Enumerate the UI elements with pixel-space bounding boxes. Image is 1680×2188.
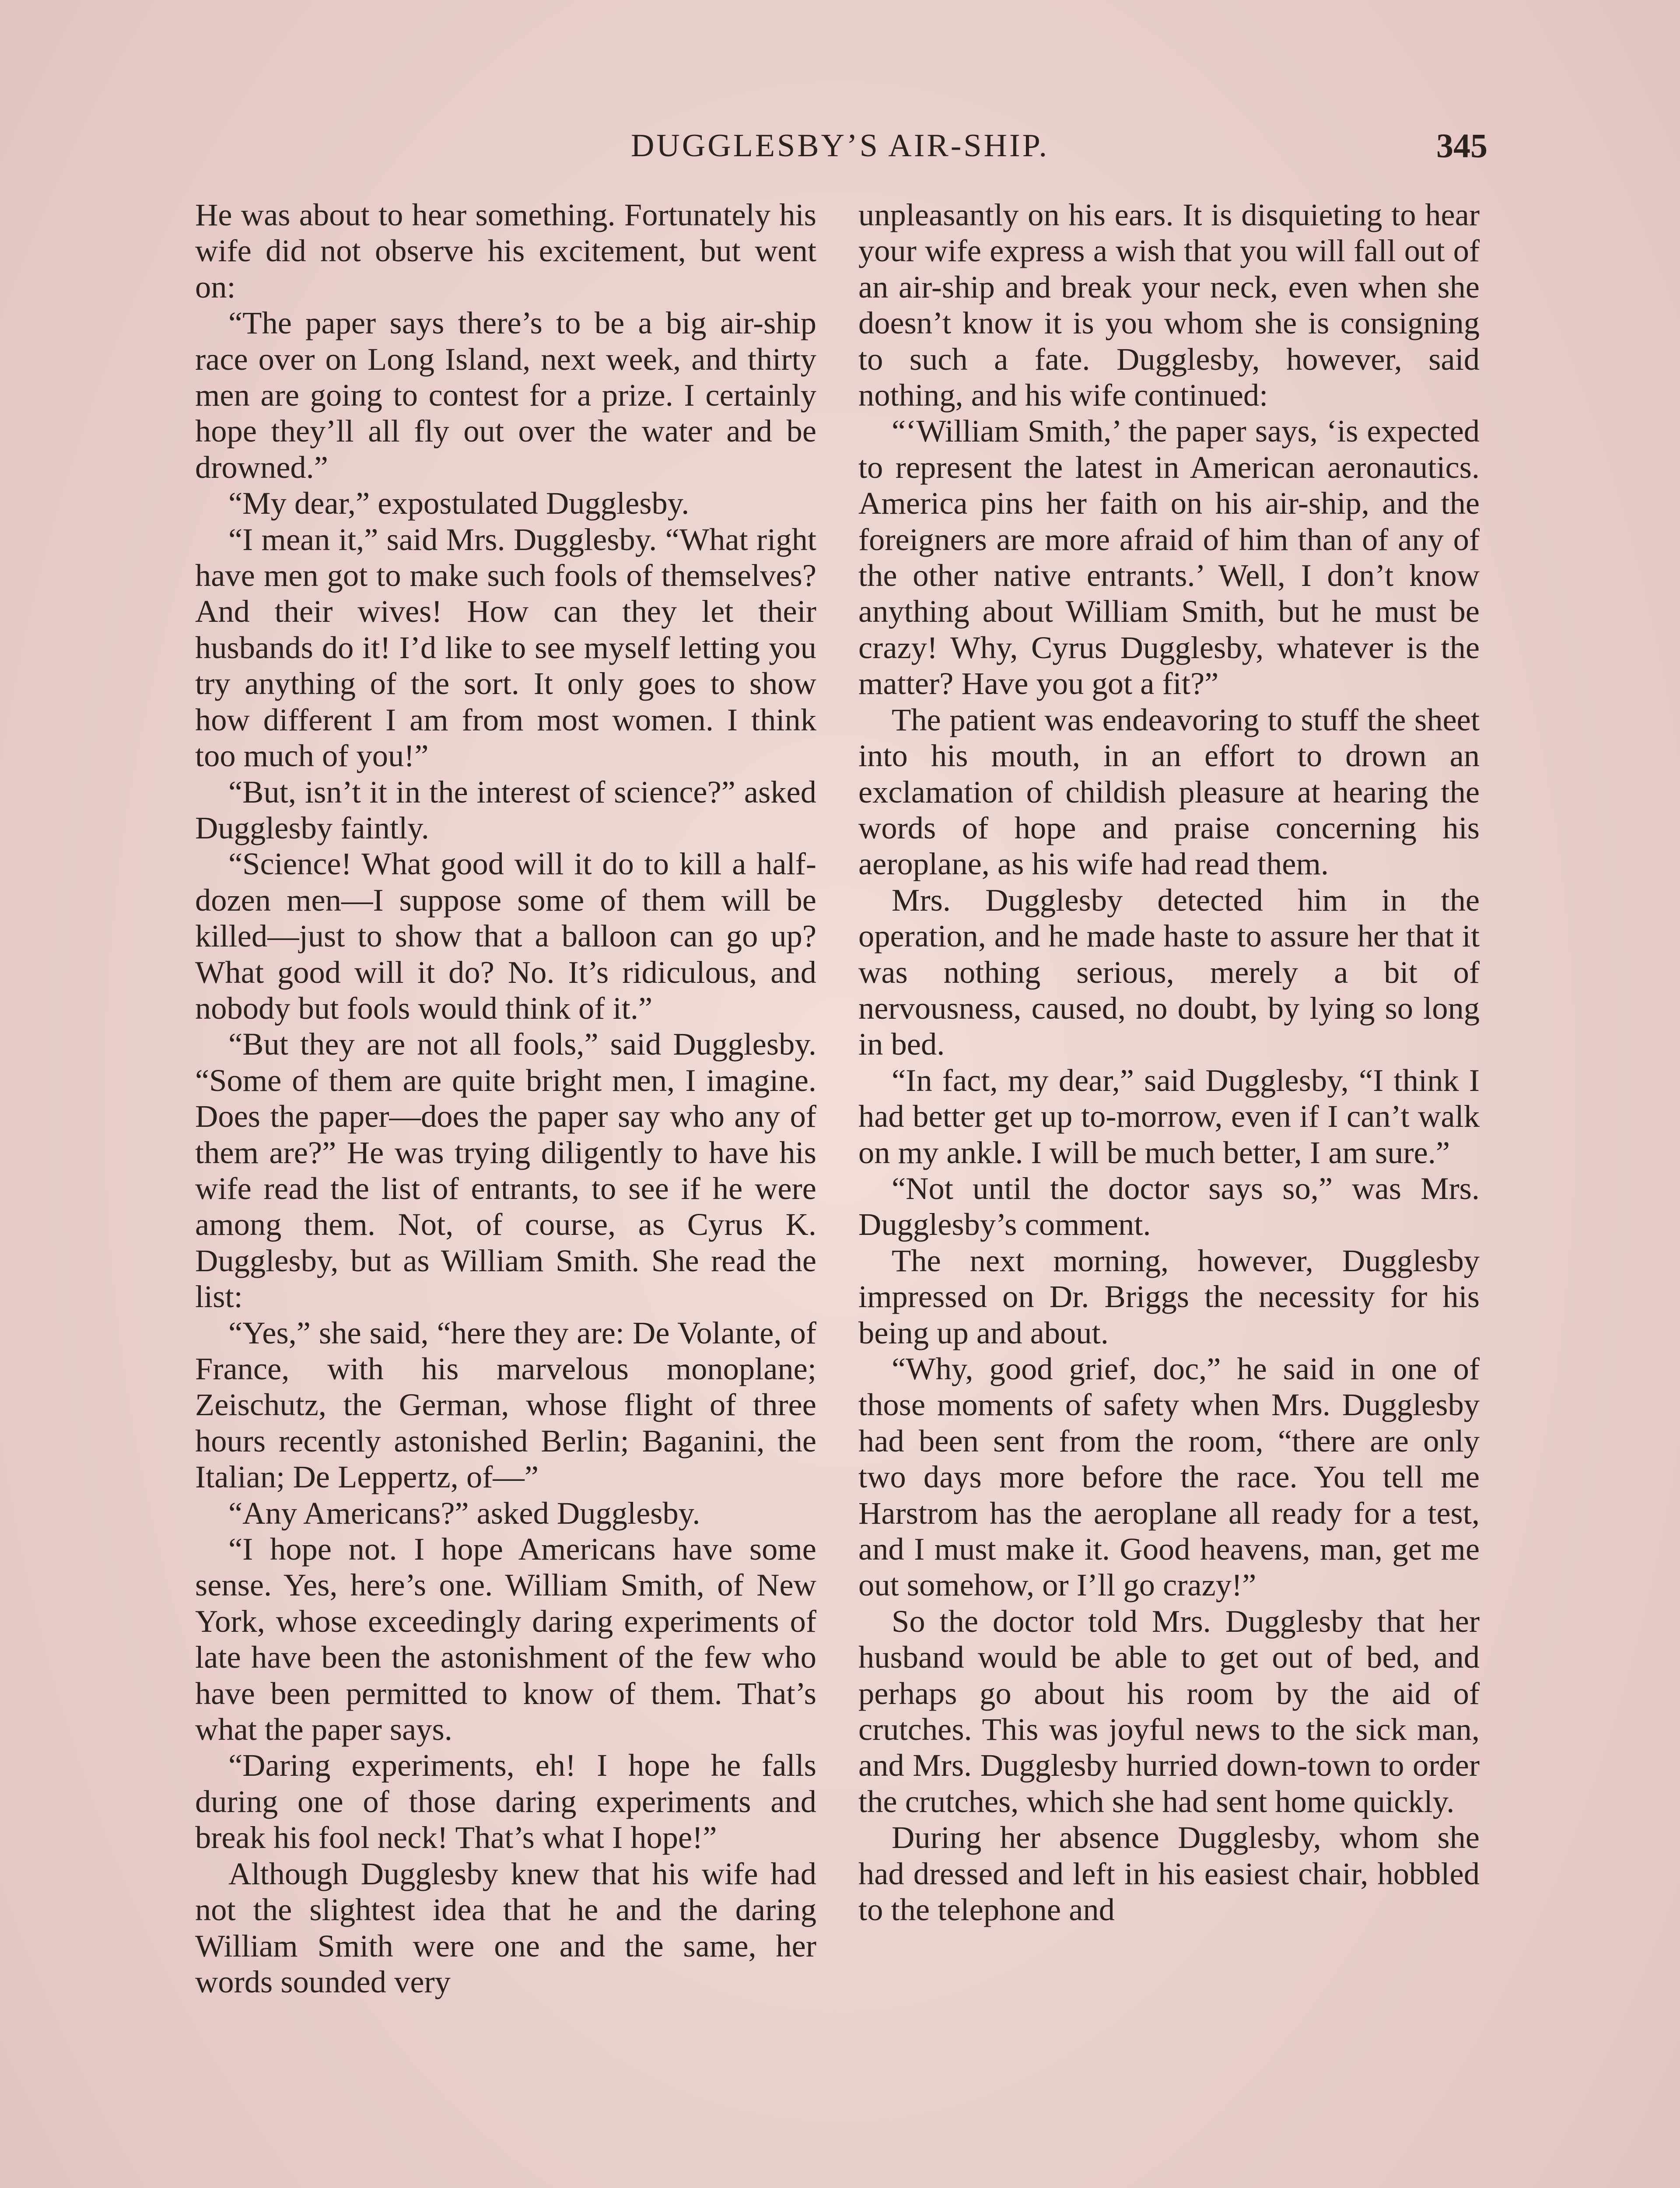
paragraph: unpleasantly on his ears. It is disquieting to hear your wife express a wish that you will fall out of an air-ship and break your neck, even when she doesn’t know it is you whom she is consigning to such a fate. Dugglesby, however, said nothing, and his wife continued: xyxy=(858,197,1480,413)
paragraph: Mrs. Dugglesby detected him in the operation, and he made haste to assure her that it was nothing serious, merely a bit of nervousness, caused, no doubt, by lying so long in bed. xyxy=(858,882,1480,1062)
paragraph: Although Dugglesby knew that his wife had not the slightest idea that he and the daring William Smith were one and the same, her words sounded very xyxy=(195,1855,816,1999)
paragraph: “But they are not all fools,” said Dugglesby. “Some of them are quite bright men, I imagine. Does the paper—does the paper say who any of them are?” He was trying diligently to have his wife read the list of entrants, to see if he were among them. Not, of course, as Cyrus K. Dugglesby, but as William Smith. She read the list: xyxy=(195,1026,816,1315)
paragraph: The next morning, however, Dugglesby impressed on Dr. Briggs the necessity for his being up and about. xyxy=(858,1242,1480,1350)
paragraph: “Yes,” she said, “here they are: De Volante, of France, with his marvelous monoplane; Zeischutz, the German, whose flight of three hours recently astonished Berlin; Baganini, the Italian; De Leppertz, of—” xyxy=(195,1315,816,1495)
paragraph: “Not until the doctor says so,” was Mrs. Dugglesby’s comment. xyxy=(858,1170,1480,1242)
paragraph: “But, isn’t it in the interest of science?” asked Dugglesby faintly. xyxy=(195,774,816,845)
paragraph: “Science! What good will it do to kill a half-dozen men—I suppose some of them will be killed—just to show that a balloon can go up? What good will it do? No. It’s ridiculous, and nobody but fools would think of it.” xyxy=(195,846,816,1026)
paragraph: “My dear,” expostulated Dugglesby. xyxy=(228,485,690,521)
left-column xyxy=(195,197,816,2188)
paragraph: “I hope not. I hope Americans have some sense. Yes, here’s one. William Smith, of New York, whose exceedingly daring experiments of late have been the astonishment of the few who have been permitted to know of them. That’s what the paper says. xyxy=(195,1531,816,1747)
page-number: 345 xyxy=(1436,126,1488,165)
paragraph: “The paper says there’s to be a big air-ship race over on Long Island, next week, and thirty men are going to contest for a prize. I certainly hope they’ll all fly out over the water and be drowned.” xyxy=(195,305,816,485)
paragraph: The patient was endeavoring to stuff the sheet into his mouth, in an effort to drown an exclamation of childish pleasure at hearing the words of hope and praise concerning his aeroplane, as his wife had read them. xyxy=(858,701,1480,882)
running-head: DUGGLESBY’S AIR-SHIP. xyxy=(630,128,1050,164)
paragraph: “In fact, my dear,” said Dugglesby, “I think I had better get up to-morrow, even if I can’t walk on my ankle. I will be much better, I am sure.” xyxy=(858,1062,1480,1170)
right-column xyxy=(858,197,1480,2188)
paragraph: “I mean it,” said Mrs. Dugglesby. “What right have men got to make such fools of themselves? And their wives! How can they let their husbands do it! I’d like to see myself letting you try anything of the sort. It only goes to show how different I am from most women. I think too much of you!” xyxy=(195,521,816,774)
page-header xyxy=(192,122,1488,170)
paragraph: He was about to hear something. Fortunately his wife did not observe his excitement, but went on: xyxy=(195,197,816,305)
paragraph: “Any Americans?” asked Dugglesby. xyxy=(228,1495,700,1531)
paragraph: “Daring experiments, eh! I hope he falls during one of those daring experiments and break his fool neck! That’s what I hope!” xyxy=(195,1747,816,1855)
paragraph: “‘William Smith,’ the paper says, ‘is expected to represent the latest in American aeronautics. America pins her faith on his air-ship, and the foreigners are more afraid of him than of any of the other native entrants.’ Well, I don’t know anything about William Smith, but he must be crazy! Why, Cyrus Dugglesby, whatever is the matter? Have you got a fit?” xyxy=(858,413,1480,701)
paragraph: So the doctor told Mrs. Dugglesby that her husband would be able to get out of bed, and perhaps go about his room by the aid of crutches. This was joyful news to the sick man, and Mrs. Dugglesby hurried down-town to order the crutches, which she had sent home quickly. xyxy=(858,1603,1480,1819)
paragraph: “Why, good grief, doc,” he said in one of those moments of safety when Mrs. Dugglesby had been sent from the room, “there are only two days more before the race. You tell me Harstrom has the aeroplane all ready for a test, and I must make it. Good heavens, man, get me out somehow, or I’ll go crazy!” xyxy=(858,1351,1480,1603)
paragraph: During her absence Dugglesby, whom she had dressed and left in his easiest chair, hobbled to the telephone and xyxy=(858,1820,1480,1928)
